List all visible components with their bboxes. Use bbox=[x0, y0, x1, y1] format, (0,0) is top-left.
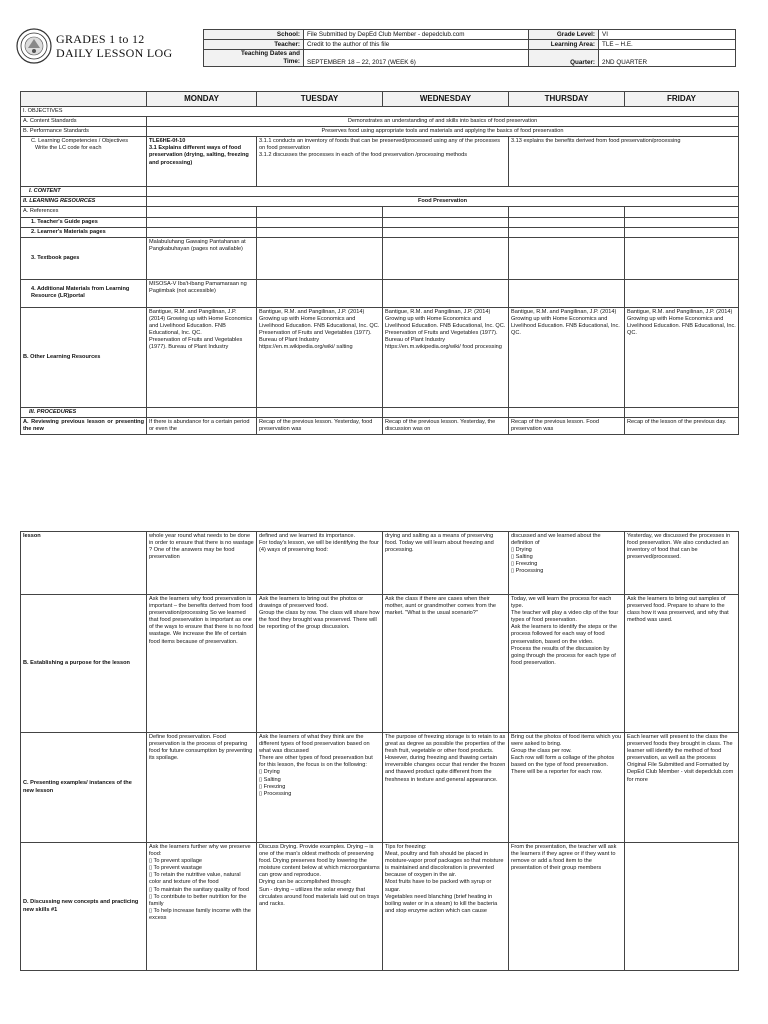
discussing-concepts-label: D. Discussing new concepts and practicing new skills #1 bbox=[21, 843, 147, 971]
quarter-label: Quarter: bbox=[529, 50, 599, 67]
cell bbox=[509, 407, 625, 417]
performance-standards-value: Preserves food using appropriate tools and materials and applying the basics of food preservation bbox=[147, 127, 739, 137]
day-header-friday: FRIDAY bbox=[625, 92, 739, 107]
cell bbox=[625, 217, 739, 227]
other-resources-monday: Bantigue, R.M. and Pangilinan, J.P. (2014) Growing up with Home Economics and Livelihood Education. FNB Educational, Inc. QC. Preservation of Fruits and Vegetables (1977). Bureau of Plant Industry bbox=[147, 307, 257, 407]
reviewing-thursday-part1: Recap of the previous lesson. Food preservation was bbox=[509, 417, 625, 434]
teacher-label: Teacher: bbox=[204, 40, 304, 50]
presenting-examples-wednesday: The purpose of freezing storage is to retain to as great as degree as possible the properties of the fresh fruit, vegetable or other food products. However, during freezing and thawing certain irreversible changes occur that render the frozen and thawed product quite different from the freshness in texture and general appearance. bbox=[383, 733, 509, 843]
quarter-value: 2ND QUARTER bbox=[599, 50, 736, 67]
cell bbox=[383, 407, 509, 417]
cell bbox=[257, 207, 383, 217]
lesson-log-table-page-1 bbox=[20, 91, 739, 435]
establishing-purpose-label: B. Establishing a purpose for the lesson bbox=[21, 595, 147, 733]
teaching-dates-label-1: Teaching Dates and bbox=[240, 50, 300, 57]
day-header-monday: MONDAY bbox=[147, 92, 257, 107]
day-header-thursday: THURSDAY bbox=[509, 92, 625, 107]
reviewing-wednesday-part1: Recap of the previous lesson. Yesterday, the discussion was on bbox=[383, 417, 509, 434]
cell bbox=[509, 227, 625, 237]
objectives-heading: I. OBJECTIVES bbox=[21, 107, 739, 117]
competencies-label: C. Learning Competencies / Objectives bbox=[31, 138, 129, 145]
title-line-1: GRADES 1 to 12 bbox=[56, 32, 145, 46]
reviewing-label-continued: lesson bbox=[21, 532, 147, 595]
presenting-examples-friday: Each learner will present to the class the preserved foods they brought in class. The learner will identify the method of food preservation, as well as the process Original File Submitted and Formatted by DepEd Club Member - visit depedclub.com for more bbox=[625, 733, 739, 843]
grade-level-value: VI bbox=[599, 30, 736, 40]
reviewing-friday-part2: Yesterday, we discussed the processes in food preservation. We also conducted an inventory of food that can be preserved/processed. bbox=[625, 532, 739, 595]
cell bbox=[147, 207, 257, 217]
other-resources-friday: Bantigue, R.M. and Pangilinan, J.P. (2014) Growing up with Home Economics and Livelihood Education. FNB Educational, Inc. QC. bbox=[625, 307, 739, 407]
reviewing-friday-part1: Recap of the lesson of the previous day. bbox=[625, 417, 739, 434]
teaching-dates-label-2: Time: bbox=[283, 58, 300, 65]
establishing-purpose-friday: Ask the learners to bring out samples of preserved food. Prepare to share to the class how it was preserved, and why that method was used. bbox=[625, 595, 739, 733]
discussing-concepts-thursday: From the presentation, the teacher will ask the learners if they agree or if they want to remove or add a food item to the presentation of their group members bbox=[509, 843, 625, 971]
reviewing-label: A. Reviewing previous lesson or presenting the new bbox=[21, 417, 147, 434]
reviewing-monday-part1: If there is abundance for a certain period or even the bbox=[147, 417, 257, 434]
learning-resources-label: II. LEARNING RESOURCES bbox=[21, 197, 147, 207]
additional-materials-label: 4. Additional Materials from Learning Resource (LR)portal bbox=[21, 279, 147, 307]
discussing-concepts-wednesday: Tips for freezing: Meat, poultry and fish should be placed in moisture-vapor proof packages so that moisture is maintained and discoloration is prevented because of oxygen in the air. Most fruits have to be packed with syrup or sugar. Vegetables need blanching (brief heating in boiling water or in a steam) to kill the bacteria and stop enzyme action which can cause bbox=[383, 843, 509, 971]
presenting-examples-tuesday: Ask the learners of what they think are the different types of food preservation based on what was discussed There are other types of food preservation but for this lesson, the focus is on the following: ▯ Drying ▯ Salting ▯ Freezing ▯ Processing bbox=[257, 733, 383, 843]
deped-seal-icon bbox=[16, 28, 52, 64]
cell bbox=[383, 237, 509, 279]
teaching-dates-label bbox=[204, 50, 304, 67]
content-value: Food Preservation bbox=[147, 197, 739, 207]
cell bbox=[257, 407, 383, 417]
header-info-table bbox=[203, 29, 736, 67]
cell bbox=[625, 207, 739, 217]
page-gap bbox=[0, 495, 768, 530]
learning-area-label: Learning Area: bbox=[529, 40, 599, 50]
discussing-concepts-monday: Ask the learners further why we preserve food: ▯ To prevent spoilage ▯ To prevent wastage ▯ To retain the nutritive value, natural color and texture of the food ▯ To maintain the sanitary quality of food ▯ To contribute to better nutrition for the family ▯ To help increase family income with the excess bbox=[147, 843, 257, 971]
grade-level-label: Grade Level: bbox=[529, 30, 599, 40]
discussing-concepts-tuesday: Discuss Drying. Provide examples. Drying – is one of the man's oldest methods of preserving food. Drying preserves food by lowering the moisture content below at which microorganisms can grow and reproduce. Drying can be accomplished through: Sun - drying – utilizes the solar energy that circulates around food materials laid out on trays and racks. bbox=[257, 843, 383, 971]
cell bbox=[257, 279, 383, 307]
establishing-purpose-thursday: Today, we will learn the process for each type. The teacher will play a video clip of the four types of food preservation. Ask the learners to identify the steps or the process followed for each way of food preservation, based on the video. Process the results of the discussion by going through the process for each type of food preservation. bbox=[509, 595, 625, 733]
other-resources-wednesday: Bantigue, R.M. and Pangilinan, J.P. (2014) Growing up with Home Economics and Livelihood Education. FNB Educational, Inc. QC. Preservation of Fruits and Vegetables (1977). Bureau of Plant Industry https://en.m.wikipedia.org/wiki/ food processing bbox=[383, 307, 509, 407]
procedures-label: III. PROCEDURES bbox=[21, 407, 147, 417]
presenting-examples-monday: Define food preservation. Food preservation is the process of preparing food for future consumption by preventing its spoilage. bbox=[147, 733, 257, 843]
school-value: File Submitted by DepEd Club Member - depedclub.com bbox=[304, 30, 529, 40]
school-label: School: bbox=[204, 30, 304, 40]
learners-materials-label: 2. Learner's Materials pages bbox=[21, 227, 147, 237]
reviewing-tuesday-part1: Recap of the previous lesson. Yesterday, food preservation was bbox=[257, 417, 383, 434]
title-line-2: DAILY LESSON LOG bbox=[56, 46, 173, 60]
content-blank bbox=[147, 187, 739, 197]
learning-area-value: TLE – H.E. bbox=[599, 40, 736, 50]
teachers-guide-label: 1. Teacher's Guide pages bbox=[21, 217, 147, 227]
cell bbox=[383, 217, 509, 227]
cell bbox=[383, 279, 509, 307]
cell bbox=[383, 207, 509, 217]
establishing-purpose-tuesday: Ask the learners to bring out the photos or drawings of preserved food. Group the class by row. The class will share how the food they brought was preserved. There will be reporting of the group discussion. bbox=[257, 595, 383, 733]
cell bbox=[257, 217, 383, 227]
cell bbox=[509, 207, 625, 217]
competencies-monday-code: TLE6HE-0f-10 bbox=[149, 138, 186, 145]
textbook-pages-label: 3. Textbook pages bbox=[21, 237, 147, 279]
document-title bbox=[56, 32, 172, 60]
competencies-thursday-friday: 3.13 explains the benefits derived from food preservation/processing bbox=[509, 137, 739, 187]
content-label: I. CONTENT bbox=[21, 187, 147, 197]
competencies-monday-text: 3.1 Explains different ways of food preservation (drying, salting, freezing and processing) bbox=[149, 145, 249, 166]
cell bbox=[625, 237, 739, 279]
cell bbox=[625, 227, 739, 237]
reviewing-monday-part2: whole year round what needs to be done in order to ensure that there is no wastage ? One of the answers may be food preservation bbox=[147, 532, 257, 595]
cell bbox=[147, 227, 257, 237]
presenting-examples-label: C. Presenting examples/ instances of the new lesson bbox=[21, 733, 147, 843]
presenting-examples-thursday: Bring out the photos of food items which you were asked to bring. Group the class per row. Each row will form a collage of the photos based on the type of food preservation. There will be a reporter for each row. bbox=[509, 733, 625, 843]
cell bbox=[147, 407, 257, 417]
competencies-monday bbox=[147, 137, 257, 187]
cell bbox=[383, 227, 509, 237]
reviewing-tuesday-part2: defined and we learned its importance. For today's lesson, we will be identifying the four (4) ways of preserving food: bbox=[257, 532, 383, 595]
corner-cell bbox=[21, 92, 147, 107]
day-header-tuesday: TUESDAY bbox=[257, 92, 383, 107]
cell bbox=[509, 237, 625, 279]
cell bbox=[257, 237, 383, 279]
performance-standards-label: B. Performance Standards bbox=[21, 127, 147, 137]
competencies-tuesday-wednesday: 3.1.1 conducts an inventory of foods that can be preserved/processed using any of the processes on food preservation 3.1.2 discusses the processes in each of the food preservation /processing methods bbox=[257, 137, 509, 187]
competencies-sub: Write the LC code for each bbox=[35, 145, 102, 152]
cell bbox=[147, 217, 257, 227]
cell bbox=[257, 227, 383, 237]
competencies-label-cell bbox=[21, 137, 147, 187]
reviewing-thursday-part2: discussed and we learned about the definition of ▯ Drying ▯ Salting ▯ Freezing ▯ Processing bbox=[509, 532, 625, 595]
discussing-concepts-friday bbox=[625, 843, 739, 971]
reviewing-wednesday-part2: drying and salting as a means of preserving food. Today we will learn about freezing and processing. bbox=[383, 532, 509, 595]
textbook-monday: Malabuluhang Gawaing Pantahanan at Pangkabuhayan (pages not available) bbox=[147, 237, 257, 279]
establishing-purpose-wednesday: Ask the class if there are cases when their mother, aunt or grandmother comes from the market. "What is the usual scenario?" bbox=[383, 595, 509, 733]
day-header-wednesday: WEDNESDAY bbox=[383, 92, 509, 107]
teacher-value: Credit to the author of this file bbox=[304, 40, 529, 50]
other-resources-thursday: Bantigue, R.M. and Pangilinan, J.P. (2014) Growing up with Home Economics and Livelihood Education. FNB Educational, Inc. QC. bbox=[509, 307, 625, 407]
page-1 bbox=[0, 0, 768, 495]
additional-materials-monday: MISOSA-V Iba't-ibang Pamamaraan ng Pagiimbak (not accessible) bbox=[147, 279, 257, 307]
content-standards-value: Demonstrates an understanding of and skills into basics of food preservation bbox=[147, 117, 739, 127]
cell bbox=[625, 407, 739, 417]
establishing-purpose-monday: Ask the learners why food preservation is important – the benefits derived from food preservation/processing So we learned that food preservation is important as one of the ways to ensure that there is no food wastage. We increase the life of certain food items because of preservation. bbox=[147, 595, 257, 733]
cell bbox=[625, 279, 739, 307]
teaching-dates-value: SEPTEMBER 18 – 22, 2017 (WEEK 6) bbox=[304, 50, 529, 67]
content-standards-label: A. Content Standards bbox=[21, 117, 147, 127]
lesson-log-table-page-2 bbox=[20, 531, 739, 971]
other-resources-label: B. Other Learning Resources bbox=[21, 307, 147, 407]
references-label: A. References bbox=[21, 207, 147, 217]
cell bbox=[509, 217, 625, 227]
page-2 bbox=[0, 530, 768, 1024]
other-resources-tuesday: Bantigue, R.M. and Pangilinan, J.P. (2014) Growing up with Home Economics and Livelihood Education. FNB Educational, Inc. QC. Preservation of Fruits and Vegetables (1977). Bureau of Plant Industry https://en.m.wikipedia.org/wiki/ salting bbox=[257, 307, 383, 407]
cell bbox=[509, 279, 625, 307]
